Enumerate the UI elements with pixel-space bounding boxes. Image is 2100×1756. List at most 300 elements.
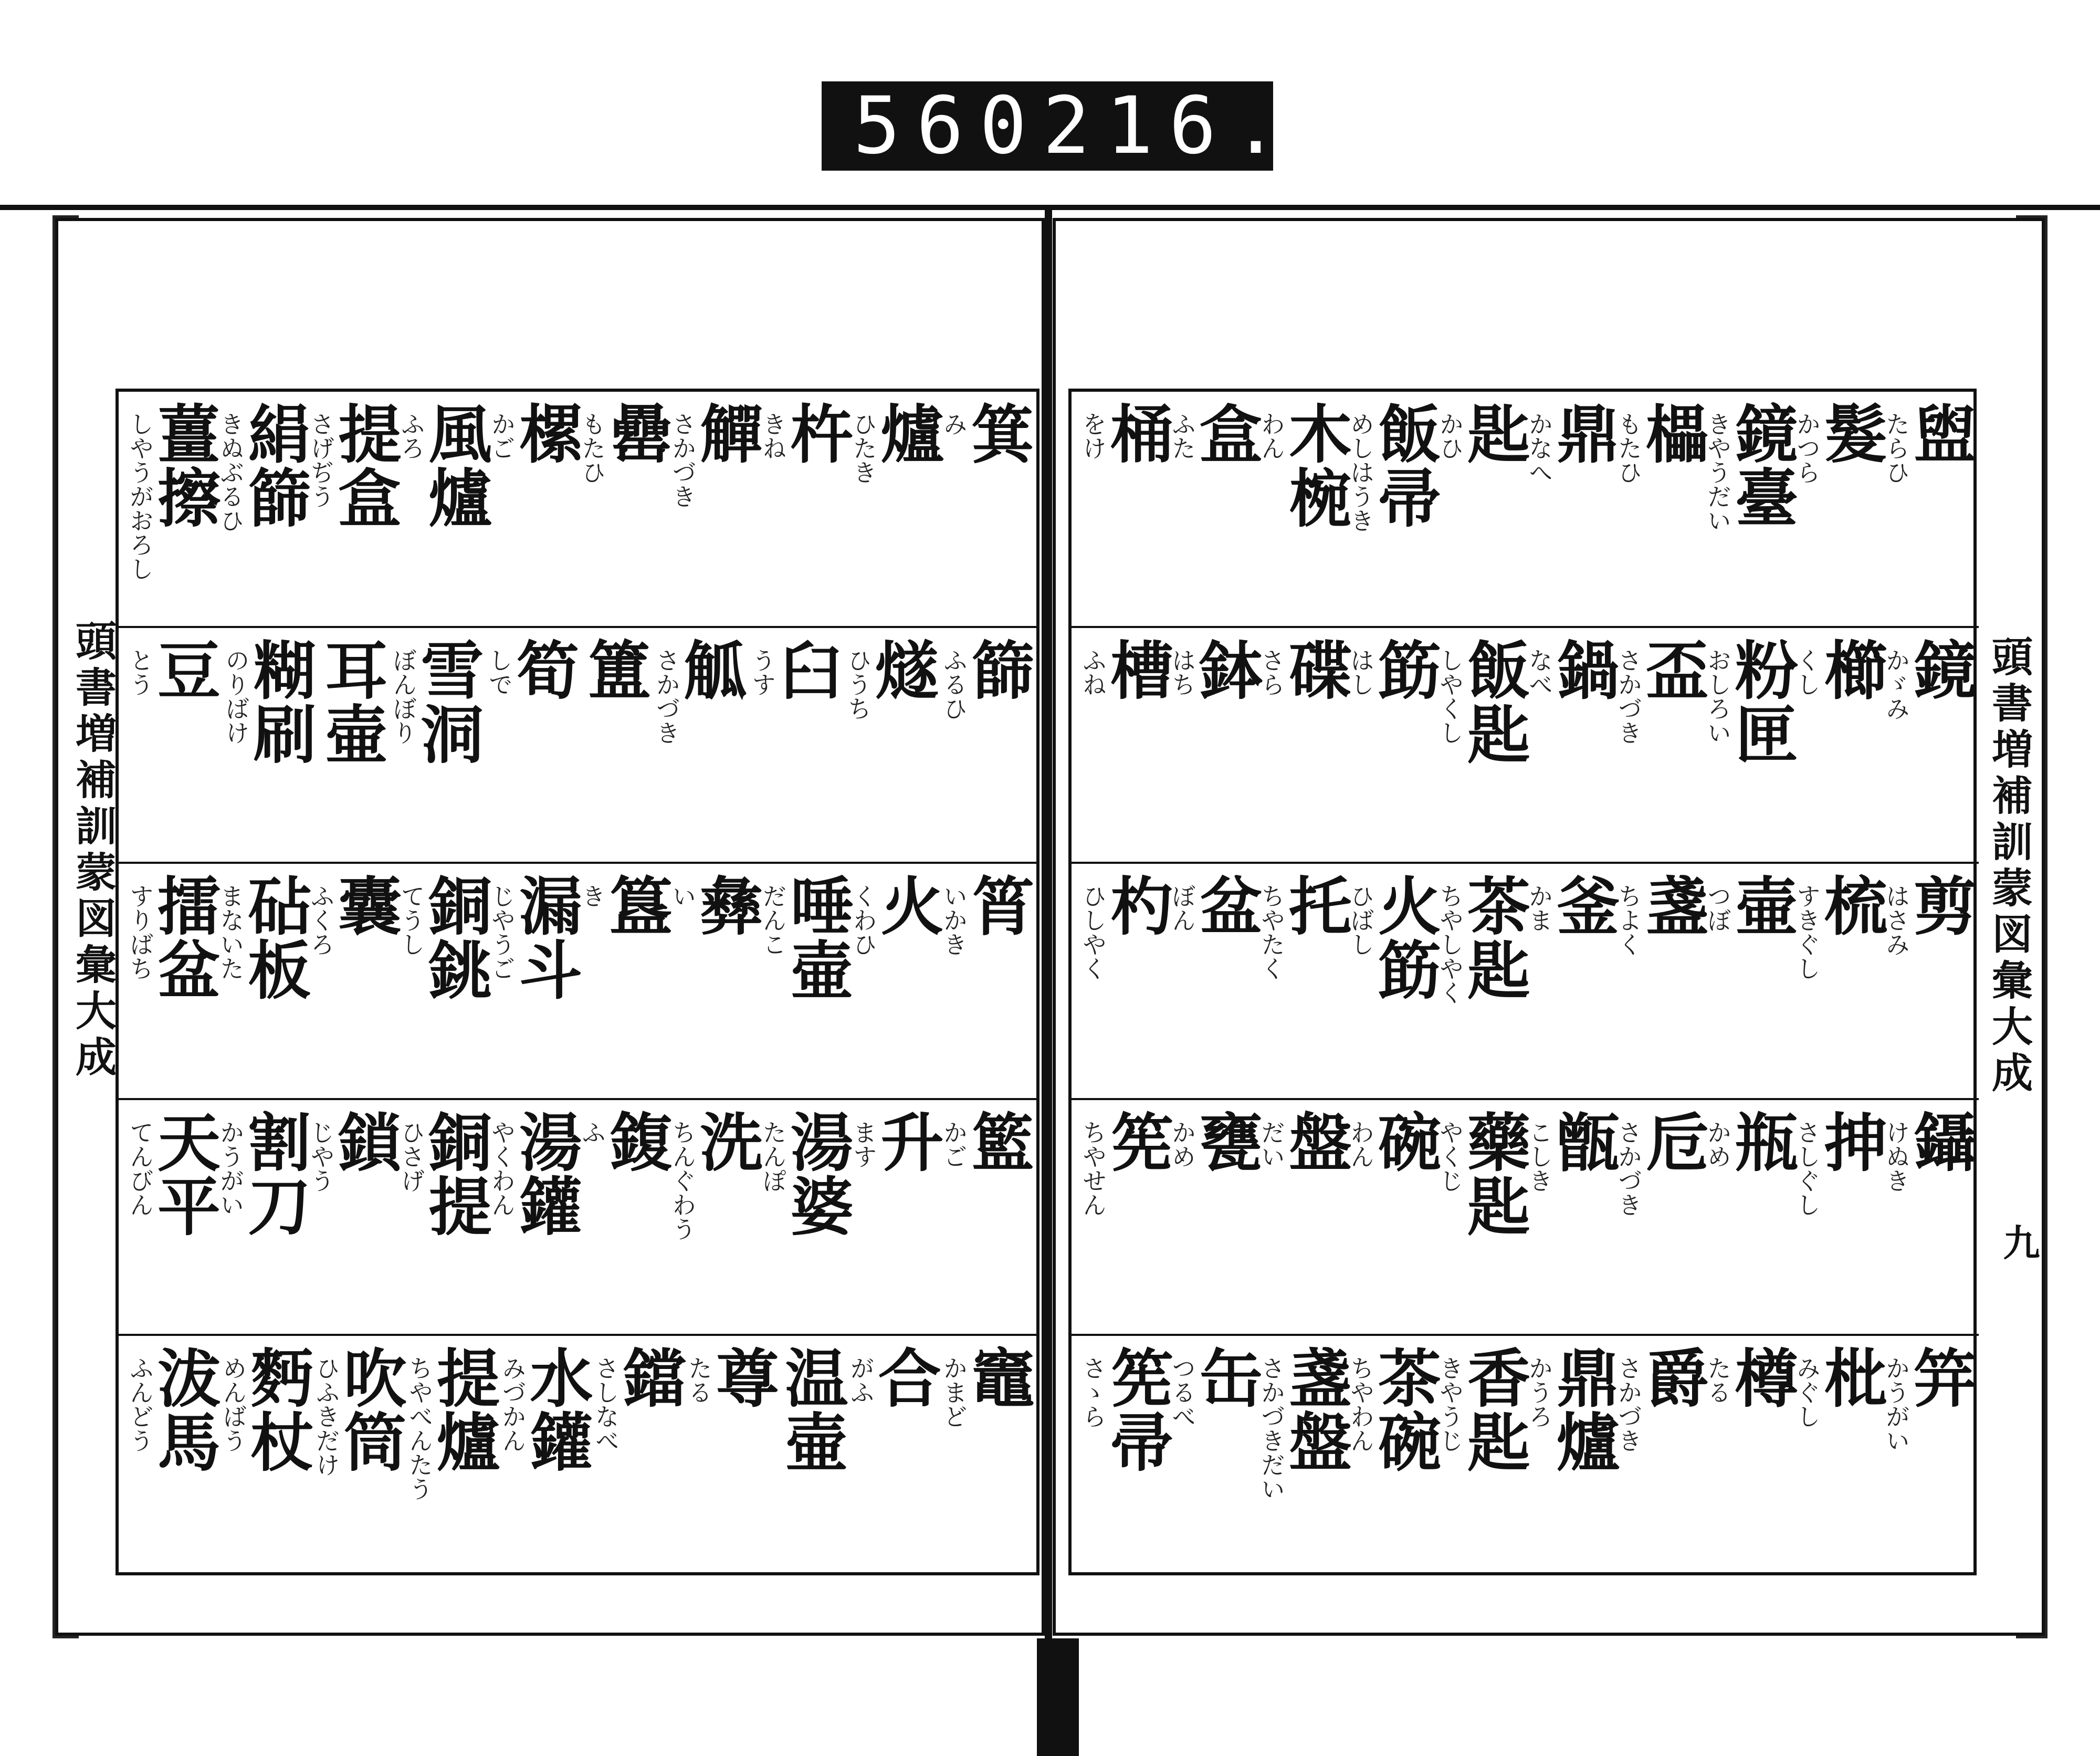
vocab-word: 櫛	[1814, 637, 1888, 702]
vocab-reading: きやうだい	[1704, 412, 1732, 532]
vocab-entry	[1079, 1100, 1174, 1334]
vocab-word: 盞盤	[1278, 1345, 1352, 1474]
vocab-entry	[307, 1100, 402, 1334]
vocab-word: 升	[870, 1109, 944, 1174]
vocab-entry	[668, 392, 764, 626]
vocab-word: 杵	[780, 401, 854, 465]
vocab-entry	[668, 1100, 764, 1334]
vocab-entry	[1882, 628, 1977, 862]
vocab-entry	[1257, 1100, 1352, 1334]
vocab-reading: すきぐし	[1793, 884, 1821, 981]
vocab-reading: み	[939, 412, 968, 436]
vocab-word: 湯婆	[780, 1109, 854, 1238]
vocab-reading: ひばし	[1347, 884, 1375, 957]
vocab-reading: わん	[1347, 1120, 1375, 1168]
vocab-entry	[485, 628, 580, 862]
vocab-reading: かめ	[1168, 1120, 1196, 1168]
vocab-reading: さしぐし	[1793, 1120, 1821, 1217]
vocab-word: 櫑	[1635, 401, 1709, 465]
vocab-entry	[1704, 864, 1799, 1098]
vocab-word: 樏	[508, 401, 583, 465]
vocab-entry	[1436, 1100, 1531, 1334]
vocab-word: 壷	[1725, 873, 1799, 938]
vocab-entry	[1436, 628, 1531, 862]
vocab-word: 麪杖	[240, 1345, 314, 1474]
vocab-word: 茶碗	[1368, 1345, 1442, 1474]
vocab-reading: じやうご	[487, 884, 516, 981]
vocab-reading: ひうち	[844, 647, 873, 720]
vocab-word: 簠	[578, 637, 652, 702]
vocab-entry	[939, 864, 1035, 1098]
vocab-word: 甑	[1546, 1109, 1620, 1174]
top-rule	[0, 205, 2100, 210]
vocab-word: 雪洞	[410, 637, 485, 766]
vocab-reading: さげぢう	[307, 412, 335, 508]
vocab-word: 鑷	[1903, 1109, 1977, 1174]
catalog-number-right: 216.	[1042, 80, 1296, 172]
vocab-reading: かゞみ	[1882, 647, 1910, 720]
vocab-word: 瓶	[1725, 1109, 1799, 1174]
vocab-entry	[1614, 1100, 1709, 1334]
vocab-word: 湯鑵	[508, 1109, 583, 1238]
vocab-reading: ふね	[1079, 647, 1107, 696]
vocab-entry	[1347, 1336, 1442, 1572]
vocab-reading: やくわん	[487, 1120, 516, 1217]
vocab-entry	[1168, 628, 1263, 862]
vocab-word: 割刀	[237, 1109, 312, 1238]
vocab-reading: かま	[1525, 884, 1553, 933]
vocab-reading: かうがい	[216, 1120, 245, 1217]
vocab-word: 鍋	[1546, 637, 1620, 702]
vocab-word: 觶	[689, 401, 764, 465]
vocab-word: 匙	[1457, 401, 1531, 465]
vocab-reading: しで	[485, 647, 513, 696]
vocab-word: 鉢	[1189, 637, 1263, 702]
vocab-word: 簋	[599, 873, 674, 938]
vocab-word: 粉匣	[1725, 637, 1799, 766]
vocab-reading: ちやしやく	[1436, 884, 1464, 1005]
vocab-row	[119, 628, 1036, 864]
vocab-word: 擂盆	[147, 873, 221, 1002]
vocab-entry	[1257, 392, 1352, 626]
vocab-reading: ひしやく	[1079, 884, 1107, 981]
vocab-reading: てんびん	[126, 1120, 154, 1217]
vocab-word: 木椀	[1278, 401, 1352, 529]
vocab-reading: わん	[1257, 412, 1286, 460]
vocab-entry	[1793, 628, 1888, 862]
vocab-reading: さかづき	[652, 647, 681, 745]
vocab-entry	[759, 1100, 854, 1334]
vocab-reading: だい	[1257, 1120, 1286, 1168]
vocab-reading: みづかん	[498, 1356, 527, 1453]
vocab-reading: しやうがおろし	[126, 412, 154, 581]
vocab-entry	[591, 1336, 687, 1572]
vocab-word: 耳壷	[314, 637, 388, 766]
vocab-reading: ちんぐわう	[668, 1120, 697, 1241]
vocab-entry	[1793, 1336, 1888, 1572]
vocab-word: 藥匙	[1457, 1109, 1531, 1238]
book-spine	[1045, 210, 1052, 1749]
vocab-word: 枇	[1814, 1345, 1888, 1410]
vocab-reading: だんこ	[759, 884, 788, 957]
vocab-word: 香匙	[1457, 1345, 1531, 1474]
vocab-word: 杓	[1100, 873, 1174, 938]
vocab-word: 沷馬	[147, 1345, 221, 1474]
vocab-word: 卮	[1635, 1109, 1709, 1174]
vocab-reading: ふるひ	[939, 647, 968, 720]
vocab-reading: さゝら	[1079, 1356, 1107, 1429]
vocab-entry	[1704, 392, 1799, 626]
vocab-reading: さかづき	[1614, 1120, 1643, 1217]
vocab-entry	[578, 392, 674, 626]
vocab-entry	[578, 864, 674, 1098]
vocab-reading: さかづきだい	[1257, 1356, 1286, 1501]
vocab-word: 甕	[1189, 1109, 1263, 1174]
vocab-entry	[126, 1100, 221, 1334]
vocab-word: 籃	[960, 1109, 1035, 1174]
vocab-word: 温壷	[774, 1345, 849, 1474]
vocab-word: 槽	[1100, 637, 1174, 702]
vocab-entry	[1614, 1336, 1709, 1572]
vocab-reading: しやくし	[1436, 647, 1464, 745]
vocab-word: 洗	[689, 1109, 764, 1174]
vocab-word: 鏡臺	[1725, 401, 1799, 529]
vocab-reading: のりばけ	[222, 647, 250, 745]
vocab-reading: じやう	[307, 1120, 335, 1193]
vocab-entry	[1347, 628, 1442, 862]
vocab-word: 銅提	[418, 1109, 492, 1238]
vocab-entry	[1257, 628, 1352, 862]
right-vocabulary-grid	[1068, 389, 1977, 1575]
vocab-reading: かめ	[1704, 1120, 1732, 1168]
vocab-entry	[1525, 864, 1620, 1098]
vocab-row	[1072, 1336, 1979, 1572]
vocab-word: 筲	[960, 873, 1035, 938]
vocab-word: 筅	[1100, 1109, 1174, 1174]
vocab-reading: い	[668, 884, 697, 908]
vocab-entry	[1614, 864, 1709, 1098]
vocab-reading: きね	[759, 412, 788, 460]
vocab-word: 豆	[147, 637, 221, 702]
vocab-word: 碗	[1368, 1109, 1442, 1174]
vocab-entry	[1168, 1100, 1263, 1334]
vocab-word: 囊	[328, 873, 402, 938]
vocab-word: 笄	[1903, 1345, 1977, 1410]
vocab-entry	[1257, 1336, 1352, 1572]
vocab-reading: かうろ	[1525, 1356, 1553, 1429]
vocab-reading: とう	[126, 647, 154, 696]
vocab-entry	[652, 628, 748, 862]
vocab-entry	[1436, 864, 1531, 1098]
vocab-word: 燧	[865, 637, 939, 702]
vocab-word: 鎖	[328, 1109, 402, 1174]
vocab-reading: さかづき	[668, 412, 697, 508]
vocab-entry	[939, 628, 1035, 862]
vocab-word: 筯	[1368, 637, 1442, 702]
vocab-reading: ぼん	[1168, 884, 1196, 933]
vocab-reading: つぼ	[1704, 884, 1732, 933]
vocab-reading: ひたき	[849, 412, 878, 484]
vocab-word: 竈	[960, 1345, 1035, 1410]
vocab-row	[1072, 392, 1979, 628]
vocab-entry	[126, 1336, 221, 1572]
vocab-row	[119, 864, 1036, 1100]
vocab-word: 火筯	[1368, 873, 1442, 1002]
vocab-entry	[1079, 392, 1174, 626]
vocab-reading: はさみ	[1882, 884, 1910, 957]
left-vocabulary-grid	[116, 389, 1040, 1575]
vocab-word: 絹篩	[237, 401, 312, 529]
vocab-entry	[1079, 1336, 1174, 1572]
vocab-word: 飯匙	[1457, 637, 1531, 766]
vocab-entry	[1347, 392, 1442, 626]
vocab-word: 鼎爐	[1546, 1345, 1620, 1474]
vocab-entry	[314, 628, 388, 862]
vocab-entry	[578, 1100, 674, 1334]
vocab-row	[119, 1100, 1036, 1336]
vocab-word: 盃	[1635, 637, 1709, 702]
vocab-word: 桶	[1100, 401, 1174, 465]
vocab-reading: けぬき	[1882, 1120, 1910, 1193]
vocab-word: 糊刷	[243, 637, 317, 766]
vocab-entry	[759, 392, 854, 626]
vocab-word: 觚	[673, 637, 748, 702]
vocab-entry	[759, 864, 854, 1098]
vocab-reading: ちやべんたう	[405, 1356, 434, 1501]
vocab-word: 樽	[1725, 1345, 1799, 1410]
vocab-reading: ちやせん	[1079, 1120, 1107, 1217]
vocab-reading: もたひ	[1614, 412, 1643, 484]
vocab-reading: ふくろ	[307, 884, 335, 957]
vocab-entry	[844, 628, 939, 862]
vocab-entry	[219, 1336, 314, 1572]
vocab-word: 提爐	[426, 1345, 500, 1474]
vocab-reading: こしき	[1525, 1120, 1553, 1193]
vocab-word: 鍑	[599, 1109, 674, 1174]
vocab-word: 筅帚	[1100, 1345, 1174, 1474]
vocab-entry	[1882, 864, 1977, 1098]
vocab-reading: てうし	[397, 884, 426, 957]
vocab-word: 缶	[1189, 1345, 1263, 1410]
vocab-entry	[312, 1336, 407, 1572]
vocab-entry	[216, 392, 312, 626]
vocab-word: 鐺	[612, 1345, 687, 1410]
vocab-entry	[1079, 864, 1174, 1098]
vocab-entry	[1079, 628, 1174, 862]
vocab-reading: さかづき	[1614, 1356, 1643, 1453]
vocab-reading: さら	[1257, 647, 1286, 696]
vocab-reading: かまど	[939, 1356, 968, 1429]
vocab-word: 抻	[1814, 1109, 1888, 1174]
vocab-row	[119, 392, 1036, 628]
vocab-reading: かつら	[1793, 412, 1821, 484]
vocab-reading: いかき	[939, 884, 968, 957]
vocab-entry	[939, 1100, 1035, 1334]
vocab-entry	[405, 1336, 500, 1572]
vocab-word: 漏斗	[508, 873, 583, 1002]
vocab-reading: かうがい	[1882, 1356, 1910, 1453]
vocab-word: 盤	[1278, 1109, 1352, 1174]
vocab-word: 托	[1278, 873, 1352, 938]
vocab-entry	[397, 864, 492, 1098]
vocab-entry	[1525, 392, 1620, 626]
vocab-reading: おしろい	[1704, 647, 1732, 745]
spine-tab	[1037, 1638, 1079, 1756]
vocab-word: 爐	[870, 401, 944, 465]
vocab-reading: めしはうき	[1347, 412, 1375, 532]
vocab-reading: ちやたく	[1257, 884, 1286, 981]
vocab-word: 罍	[599, 401, 674, 465]
vocab-reading: がふ	[846, 1356, 875, 1405]
vocab-reading: かご	[487, 412, 516, 460]
vocab-word: 唾壷	[780, 873, 854, 1002]
catalog-number-label	[822, 80, 1296, 172]
vocab-entry	[222, 628, 317, 862]
vocab-entry	[307, 392, 402, 626]
vocab-entry	[849, 864, 944, 1098]
vocab-entry	[487, 1100, 583, 1334]
vocab-reading: き	[578, 884, 607, 908]
vocab-entry	[939, 1336, 1035, 1572]
vocab-reading: すりばち	[126, 884, 154, 981]
right-running-head: 頭書増補訓蒙図彙大成	[1985, 635, 2033, 1098]
vocab-entry	[487, 392, 583, 626]
vocab-entry	[1525, 1100, 1620, 1334]
vocab-entry	[748, 628, 844, 862]
vocab-word: 砧板	[237, 873, 312, 1002]
vocab-entry	[1347, 864, 1442, 1098]
left-running-head: 頭書増補訓蒙図彙大成	[69, 620, 117, 1082]
vocab-reading: もたひ	[578, 412, 607, 484]
vocab-word: 釜	[1546, 873, 1620, 938]
vocab-reading: みぐし	[1793, 1356, 1821, 1429]
vocab-reading: たらひ	[1882, 412, 1910, 484]
vocab-word: 箕	[960, 401, 1035, 465]
vocab-entry	[307, 864, 402, 1098]
vocab-word: 尊	[705, 1345, 780, 1410]
vocab-reading: ふんどう	[126, 1356, 154, 1453]
vocab-reading: まないた	[216, 884, 245, 981]
vocab-reading: たる	[1704, 1356, 1732, 1405]
vocab-entry	[397, 1100, 492, 1334]
vocab-word: 茶匙	[1457, 873, 1531, 1002]
vocab-word: 爵	[1635, 1345, 1709, 1410]
vocab-entry	[1614, 392, 1709, 626]
vocab-row	[1072, 1100, 1979, 1336]
vocab-entry	[1793, 864, 1888, 1098]
vocab-entry	[487, 864, 583, 1098]
vocab-reading: くわひ	[849, 884, 878, 957]
vocab-reading: かひ	[1436, 412, 1464, 460]
vocab-word: 提盒	[328, 401, 402, 529]
vocab-reading: めんばう	[219, 1356, 248, 1453]
vocab-entry	[1257, 864, 1352, 1098]
vocab-reading: はち	[1168, 647, 1196, 696]
vocab-reading: ふろ	[397, 412, 426, 460]
vocab-word: 薑擦	[147, 401, 221, 529]
vocab-reading: かなへ	[1525, 412, 1553, 484]
vocab-word: 盆	[1189, 873, 1263, 938]
vocab-row	[119, 1336, 1036, 1572]
vocab-word: 火	[870, 873, 944, 938]
vocab-entry	[774, 1336, 849, 1572]
vocab-word: 篩	[960, 637, 1035, 702]
vocab-reading: はし	[1347, 647, 1375, 696]
vocab-entry	[1882, 392, 1977, 626]
vocab-entry	[668, 864, 764, 1098]
vocab-reading: たんぽ	[759, 1120, 788, 1193]
vocab-word: 筍	[506, 637, 580, 702]
vocab-entry	[1168, 392, 1263, 626]
vocab-word: 梳	[1814, 873, 1888, 938]
vocab-entry	[498, 1336, 594, 1572]
vocab-entry	[1882, 1336, 1977, 1572]
vocab-entry	[1168, 864, 1263, 1098]
vocab-word: 飯帚	[1368, 401, 1442, 529]
vocab-entry	[126, 628, 221, 862]
vocab-reading: きやうじ	[1436, 1356, 1464, 1453]
vocab-reading: つるべ	[1168, 1356, 1196, 1429]
vocab-word: 盞	[1635, 873, 1709, 938]
vocab-word: 盒	[1189, 401, 1263, 465]
vocab-entry	[1704, 628, 1799, 862]
vocab-word: 銅銚	[418, 873, 492, 1002]
vocab-entry	[684, 1336, 780, 1572]
vocab-reading: くし	[1793, 647, 1821, 696]
vocab-entry	[216, 1100, 312, 1334]
vocab-entry	[939, 392, 1035, 626]
vocab-entry	[1793, 392, 1888, 626]
folio-number: 九	[1997, 1224, 2041, 1260]
vocab-reading: ぼんぼり	[389, 647, 418, 745]
vocab-word: 鼎	[1546, 401, 1620, 465]
vocab-entry	[1525, 628, 1620, 862]
vocab-entry	[849, 1100, 944, 1334]
vocab-entry	[389, 628, 485, 862]
vocab-reading: ひふきだけ	[312, 1356, 341, 1477]
vocab-reading: さしなべ	[591, 1356, 620, 1453]
vocab-reading: をけ	[1079, 412, 1107, 460]
vocab-entry	[126, 392, 221, 626]
vocab-reading: きぬぶるひ	[216, 412, 245, 532]
vocab-entry	[1525, 1336, 1620, 1572]
vocab-reading: ちやわん	[1347, 1356, 1375, 1453]
vocab-entry	[1614, 628, 1709, 862]
vocab-reading: ふ	[578, 1120, 607, 1144]
vocab-word: 水鑵	[519, 1345, 594, 1474]
vocab-word: 合	[867, 1345, 942, 1410]
vocab-entry	[126, 864, 221, 1098]
vocab-word: 髮	[1814, 401, 1888, 465]
vocab-word: 剪	[1903, 873, 1977, 938]
vocab-entry	[1168, 1336, 1263, 1572]
vocab-word: 風爐	[418, 401, 492, 529]
vocab-entry	[1882, 1100, 1977, 1334]
vocab-reading: やくじ	[1436, 1120, 1464, 1193]
vocab-word: 鏡	[1903, 637, 1977, 702]
vocab-reading: うす	[748, 647, 777, 696]
vocab-word: 臼	[769, 637, 844, 702]
vocab-word: 吹筒	[333, 1345, 407, 1474]
vocab-word: 天平	[147, 1109, 221, 1238]
vocab-entry	[1436, 392, 1531, 626]
vocab-word: 盥	[1903, 401, 1977, 465]
vocab-entry	[216, 864, 312, 1098]
vocab-entry	[397, 392, 492, 626]
vocab-reading: かご	[939, 1120, 968, 1168]
vocab-entry	[1347, 1100, 1442, 1334]
vocab-reading: ます	[849, 1120, 878, 1168]
